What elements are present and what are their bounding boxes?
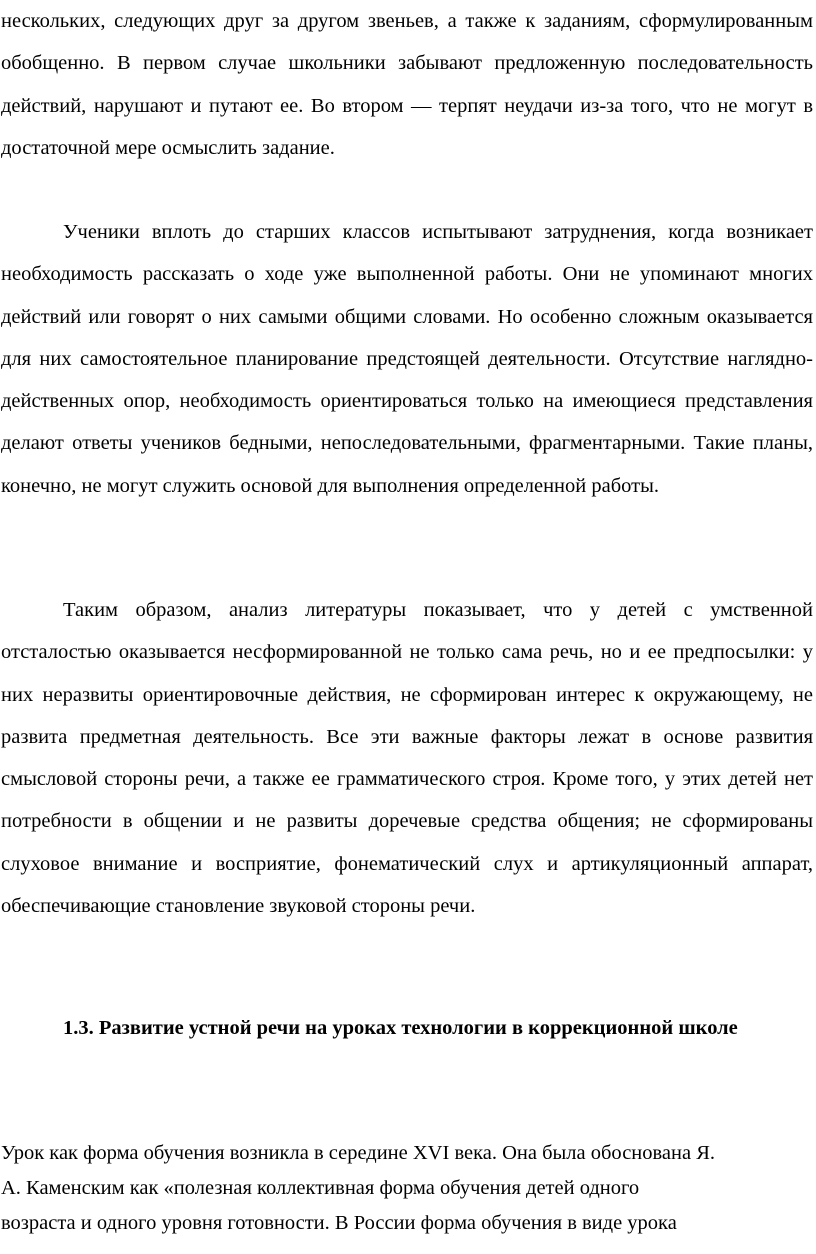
text-line: Урок как форма обучения возникла в середине XVI века. Она была обоснована Я.: [1, 1142, 716, 1164]
section-heading: 1.3. Развитие устной речи на уроках технологии в коррекционной школе: [63, 1017, 738, 1039]
text-line: возраста и одного уровня готовности. В России форма обучения в виде урока: [1, 1212, 677, 1234]
paragraph-literature-conclusion: Таким образом, анализ литературы показывает, что у детей с умственной отсталостью оказывается несформированной не только сама речь, но и ее предпосылки: у них неразвиты ориентировочные действия, не сформирован интерес к окружающему, не развита предметная деятельность. Все эти важные факторы лежат в основе развития смысловой стороны речи, а также ее грамматического строя. Кроме того, у этих детей нет потребности в общении и не развиты доречевые средства общения; не сформированы слуховое внимание и восприятие, фонематический слух и артикуляционный аппарат, обеспечивающие становление звуковой стороны речи.: [1, 599, 813, 918]
paragraph-lesson-history: [1, 1136, 816, 1241]
paragraph-continuation: нескольких, следующих друг за другом звеньев, а также к заданиям, сформулированным обобщенно. В первом случае школьники забывают предложенную последовательность действий, нарушают и путают ее. Во втором — терпят неудачи из-за того, что не могут в достаточной мере осмыслить задание.: [1, 10, 813, 159]
text-line: А. Каменским как «полезная коллективная форма обучения детей одного: [1, 1177, 640, 1199]
paragraph-planning-difficulties: Ученики вплоть до старших классов испытывают затруднения, когда возникает необходимость рассказать о ходе уже выполненной работы. Они не упоминают многих действий или говорят о них самыми общими словами. Но особенно сложным оказывается для них самостоятельное планирование предстоящей деятельности. Отсутствие наглядно-действенных опор, необходимость ориентироваться только на имеющиеся представления делают ответы учеников бедными, непоследовательными, фрагментарными. Такие планы, конечно, не могут служить основой для выполнения определенной работы.: [1, 221, 813, 497]
